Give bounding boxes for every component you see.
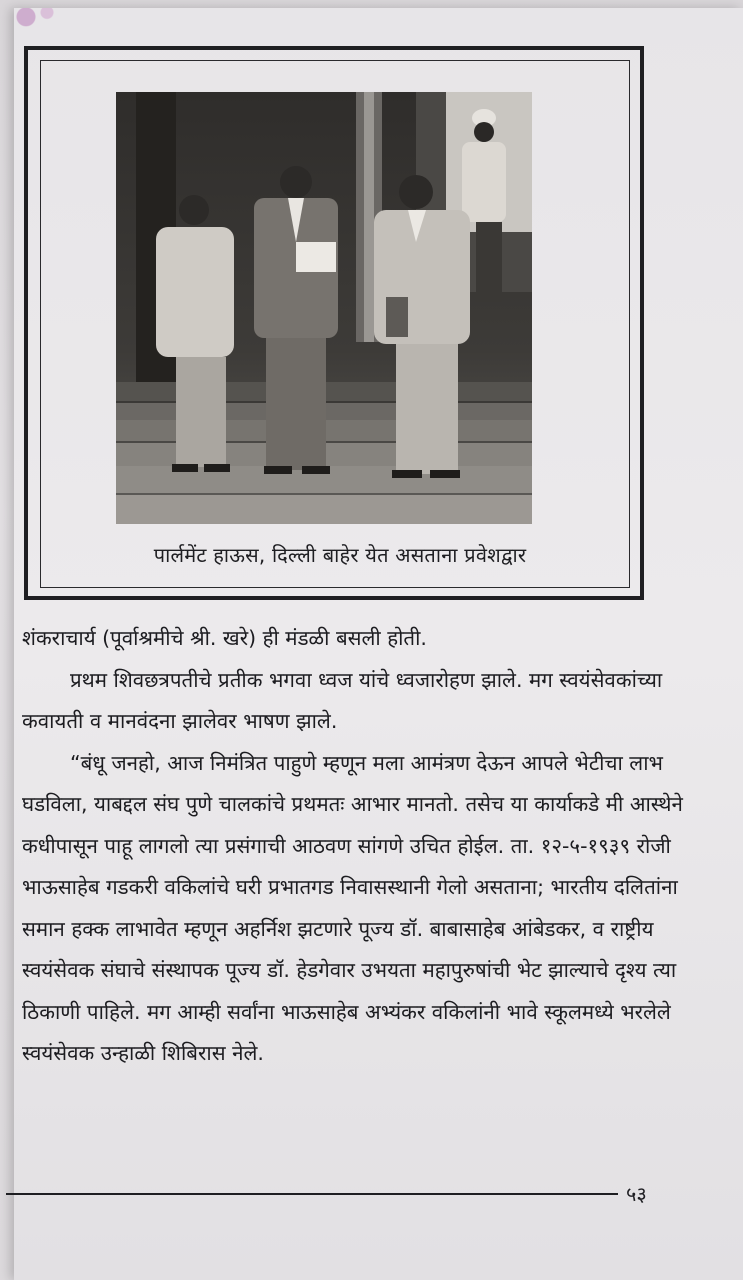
paragraph-3: “बंधू जनहो, आज निमंत्रित पाहुणे म्हणून मला आमंत्रण देऊन आपले भेटीचा लाभ घडविला, याबद्दल संघ पुणे चालकांचे प्रथमतः आभार मानतो. तसेच या कार्याकडे मी आस्थेने कधीपासून पाहू लागलो त्या प्रसंगाची आठवण सांगणे उचित होईल. ता. १२-५-१९३९ रोजी भाऊसाहेब गडकरी वकिलांचे घरी प्रभातगड निवासस्थानी गेलो असताना; भारतीय दलितांना समान हक्क लाभावेत म्हणून अहर्निश झटणारे पूज्य डॉ. बाबासाहेब आंबेडकर, व राष्ट्रीय स्वयंसेवक संघाचे संस्थापक पूज्य डॉ. हेडगेवार उभयता महापुरुषांची भेट झाल्याचे दृश्य त्या ठिकाणी पाहिले. मग आम्ही सर्वांना भाऊसाहेब अभ्यंकर वकिलांनी भावे स्कूलमध्ये भरलेले स्वयंसेवक उन्हाळी शिबिरास नेले. <box>22 750 683 1065</box>
photo-caption: पार्लमेंट हाऊस, दिल्ली बाहेर येत असताना प्रवेशद्वार <box>153 543 527 567</box>
photograph-drawing <box>116 92 532 524</box>
photograph <box>116 92 532 524</box>
paragraph-2: प्रथम शिवछत्रपतीचे प्रतीक भगवा ध्वज यांचे ध्वजारोहण झाले. मग स्वयंसेवकांच्या कवायती व मानवंदना झालेवर भाषण झाले. <box>22 667 663 733</box>
body-text <box>22 618 690 1075</box>
paragraph-1: शंकराचार्य (पूर्वाश्रमीचे श्री. खरे) ही मंडळी बसली होती. <box>22 626 427 650</box>
footer-rule <box>6 1193 618 1195</box>
page-number: ५३ <box>626 1182 647 1206</box>
